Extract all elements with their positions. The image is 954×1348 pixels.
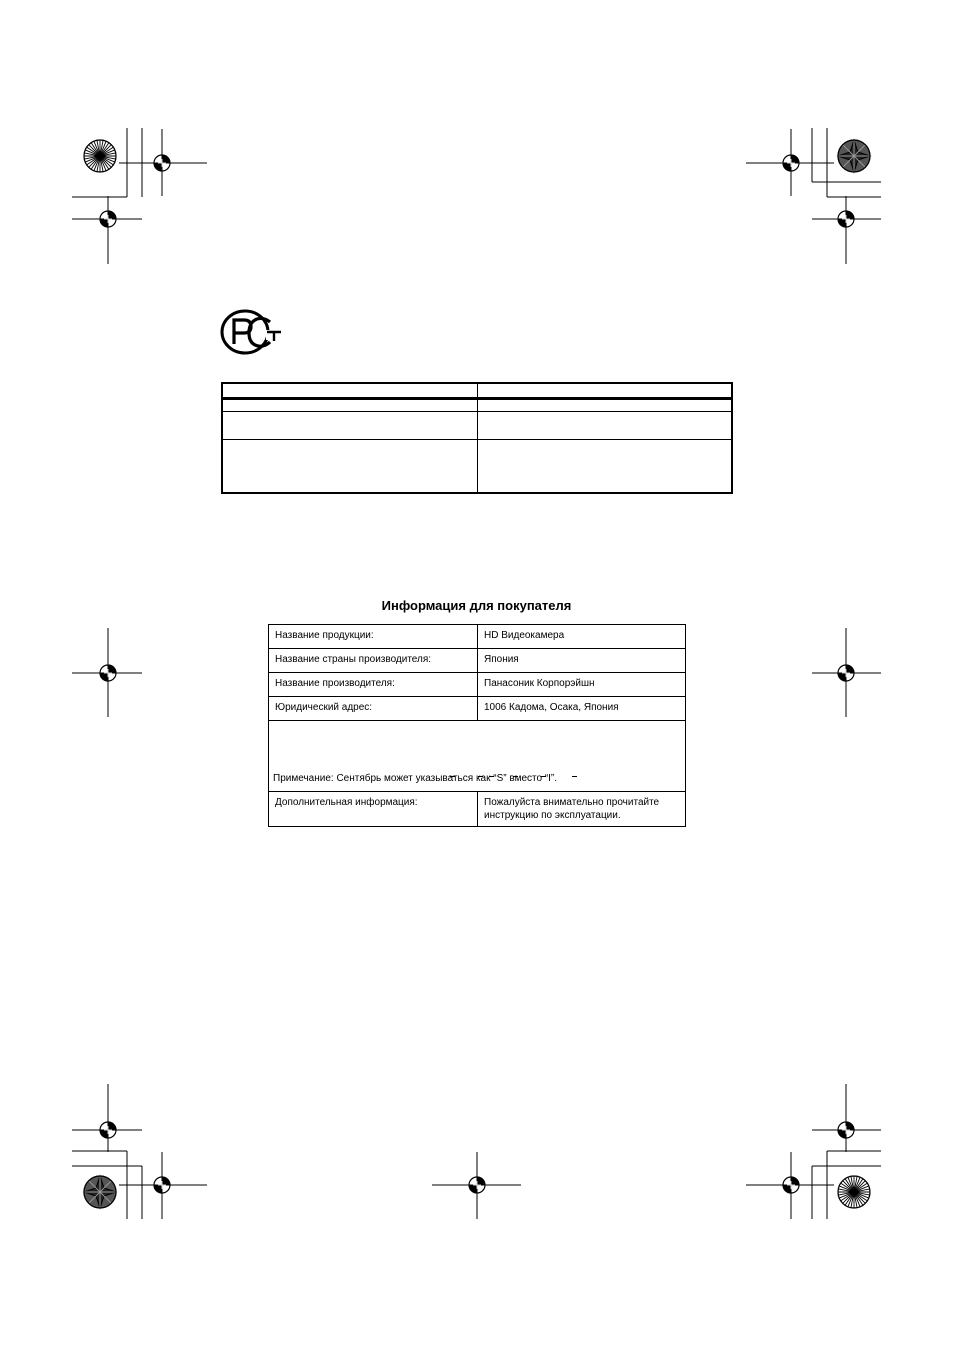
table-cell bbox=[477, 440, 732, 494]
table-row bbox=[269, 625, 686, 649]
table-cell bbox=[222, 383, 477, 399]
pct-certification-logo-icon bbox=[220, 308, 286, 356]
country-label: Название страны производителя: bbox=[269, 649, 478, 673]
table-cell bbox=[222, 440, 477, 494]
additional-info-line: инструкцию по эксплуатации. bbox=[484, 810, 621, 821]
table-cell bbox=[477, 399, 732, 412]
table-cell bbox=[477, 383, 732, 399]
table-row bbox=[269, 673, 686, 697]
overbar-mark bbox=[513, 776, 518, 777]
additional-info-value bbox=[478, 792, 686, 827]
table-cell bbox=[222, 412, 477, 440]
additional-info-line: Пожалуйста внимательно прочитайте bbox=[484, 797, 660, 808]
table-row bbox=[269, 792, 686, 827]
table-row bbox=[269, 697, 686, 721]
note-cell bbox=[269, 721, 686, 792]
note-text: Примечание: Сентябрь может указываться как “S” вместо “I”. bbox=[273, 773, 558, 784]
manufacturer-value: Панасоник Корпорэйшн bbox=[478, 673, 686, 697]
table-cell bbox=[477, 412, 732, 440]
additional-info-label: Дополнительная информация: bbox=[269, 792, 478, 827]
manufacturer-label: Название производителя: bbox=[269, 673, 478, 697]
product-name-value: HD Видеокамера bbox=[478, 625, 686, 649]
legal-address-label: Юридический адрес: bbox=[269, 697, 478, 721]
overbar-mark bbox=[572, 776, 577, 777]
certification-details-table bbox=[221, 382, 733, 494]
overbar-mark bbox=[489, 776, 494, 777]
buyer-info-table bbox=[268, 624, 686, 827]
table-cell bbox=[222, 399, 477, 412]
legal-address-value: 1006 Кадома, Осака, Япония bbox=[478, 697, 686, 721]
overbar-mark bbox=[478, 776, 483, 777]
country-value: Япония bbox=[478, 649, 686, 673]
product-name-label: Название продукции: bbox=[269, 625, 478, 649]
overbar-mark bbox=[541, 776, 546, 777]
buyer-info-title: Информация для покупателя bbox=[381, 598, 572, 613]
table-row bbox=[269, 649, 686, 673]
table-row bbox=[269, 721, 686, 792]
overbar-mark bbox=[450, 776, 455, 777]
